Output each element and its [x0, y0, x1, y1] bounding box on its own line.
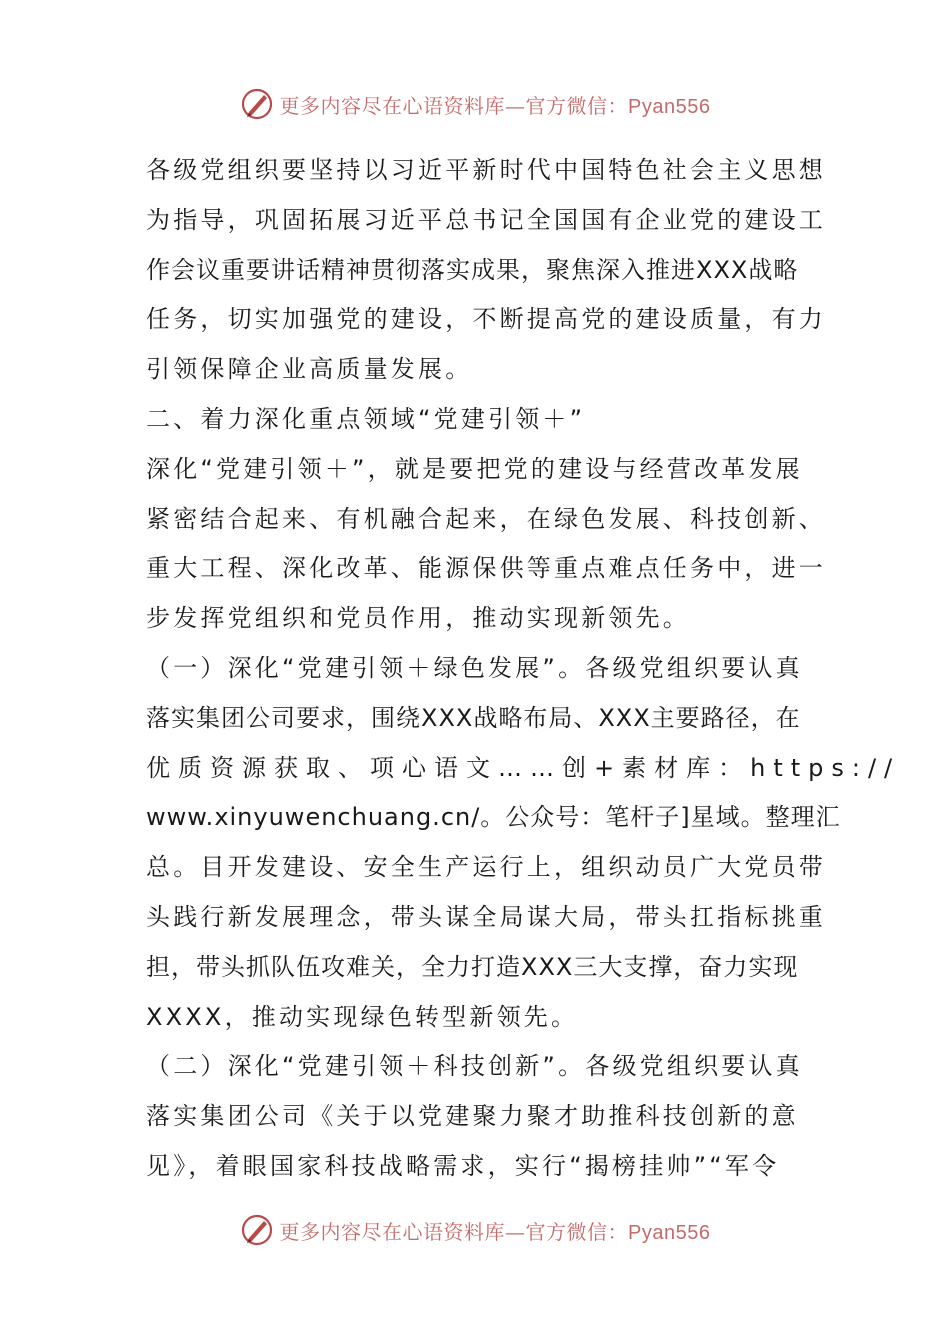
- text-line: 头践行新发展理念，带头谋全局谋大局，带头扛指标挑重: [146, 902, 826, 931]
- text-line: （一）深化“党建引领＋绿色发展”。各级党组织要认真: [146, 653, 803, 682]
- document-body: [146, 146, 901, 1192]
- text-line: www.xinyuwenchuang.cn/。公众号：笔杆子]星域。整理汇: [146, 803, 841, 832]
- watermark-header: [0, 84, 950, 124]
- text-line: 深化“党建引领＋”，就是要把党的建设与经营改革发展: [146, 454, 803, 483]
- text-line: （二）深化“党建引领＋科技创新”。各级党组织要认真: [146, 1052, 803, 1081]
- watermark-wechat-id: Pyan556: [628, 1221, 711, 1244]
- pen-logo-icon: [240, 87, 274, 121]
- watermark-text: [280, 90, 711, 119]
- text-line: 任务，切实加强党的建设，不断提高党的建设质量，有力: [146, 305, 826, 334]
- text-line: 为指导，巩固拓展习近平总书记全国国有企业党的建设工: [146, 205, 826, 234]
- pen-logo-icon: [240, 1213, 274, 1247]
- text-line: 担，带头抓队伍攻难关，全力打造XXX三大支撑，奋力实现: [146, 952, 799, 981]
- watermark-footer: [0, 1210, 950, 1250]
- text-line: 各级党组织要坚持以习近平新时代中国特色社会主义思想: [146, 156, 826, 184]
- text-line: 引领保障企业高质量发展。: [146, 355, 473, 384]
- text-line: 落实集团公司要求，围绕XXX战略布局、XXX主要路径，在: [146, 703, 801, 732]
- watermark-wechat-id: Pyan556: [628, 95, 711, 118]
- text-line: XXXX，推动实现绿色转型新领先。: [146, 1002, 579, 1031]
- text-line: 紧密结合起来、有机融合起来，在绿色发展、科技创新、: [146, 504, 826, 533]
- text-line: 步发挥党组织和党员作用，推动实现新领先。: [146, 604, 690, 633]
- text-line: 总。目开发建设、安全生产运行上，组织动员广大党员带: [146, 853, 826, 882]
- watermark-label: 更多内容尽在心语资料库—官方微信：: [279, 93, 629, 118]
- text-line: 见》，着眼国家科技战略需求，实行“揭榜挂帅”“军令: [146, 1151, 780, 1180]
- text-line: 落实集团公司《关于以党建聚力聚才助推科技创新的意: [146, 1102, 799, 1131]
- watermark-text: [280, 1216, 711, 1245]
- text-line: 重大工程、深化改革、能源保供等重点难点任务中，进一: [146, 554, 826, 583]
- watermark-label: 更多内容尽在心语资料库—官方微信：: [279, 1219, 629, 1244]
- text-line: 优质资源获取、项心语文……创+素材库：https://: [146, 753, 901, 782]
- text-line: 作会议重要讲话精神贯彻落实成果，聚焦深入推进XXX战略: [146, 255, 799, 284]
- section-heading: 二、着力深化重点领域“党建引领＋”: [146, 404, 586, 433]
